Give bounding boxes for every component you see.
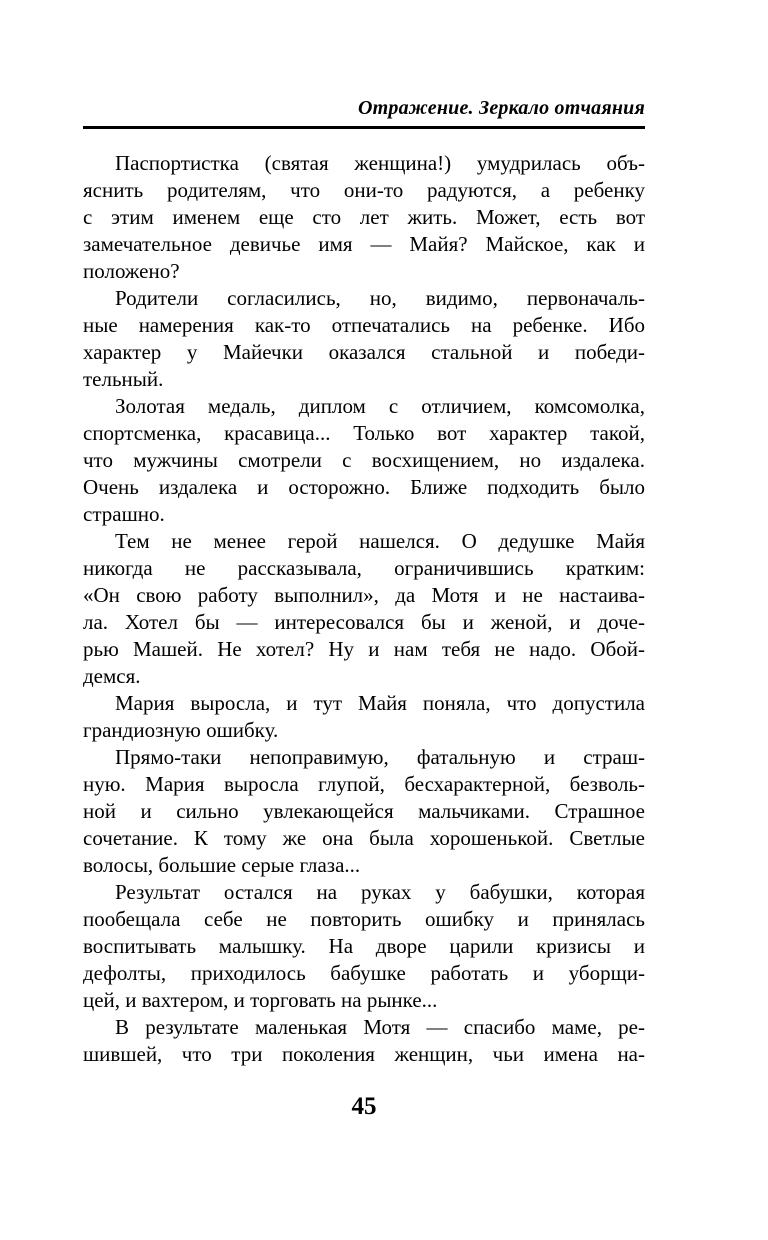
paragraph [83,690,645,744]
text-line: шившей, что три поколения женщин, чьи имена на- [83,1042,645,1066]
running-header: Отражение. Зеркало отчаяния [357,97,645,119]
text-line: Родители согласились, но, видимо, первоначаль- [115,286,645,310]
text-line: Паспортистка (святая женщина!) умудрилась объ- [115,151,645,175]
text-line: Тем не менее герой нашелся. О дедушке Майя [115,529,645,553]
text-line: страшно. [83,502,165,526]
paragraph [83,879,645,1014]
text-line: тельный. [83,367,164,391]
text-line: ной и сильно увлекающейся мальчиками. Страшное [83,799,645,823]
text-line: грандиозную ошибку. [83,718,279,742]
text-line: никогда не рассказывала, ограничившись кратким: [83,556,645,580]
text-line: Результат остался на руках у бабушки, которая [115,880,645,904]
text-line: спортсменка, красавица... Только вот характер такой, [83,421,645,445]
page-number: 45 [351,1093,377,1120]
text-line: характер у Майечки оказался стальной и победи- [83,340,645,364]
paragraph [83,393,645,528]
text-line: Мария выросла, и тут Майя поняла, что допустила [115,691,645,715]
text-line: цей, и вахтером, и торговать на рынке... [83,988,438,1012]
text-line: замечательное девичье имя — Майя? Майское, как и [83,232,645,256]
paragraph [83,1014,645,1068]
text-line: Прямо-таки непоправимую, фатальную и страш- [115,745,645,769]
text-line: воспитывать малышку. На дворе царили кризисы и [83,934,645,958]
text-line: ные намерения как-то отпечатались на ребенке. Ибо [83,313,645,337]
text-line: яснить родителям, что они-то радуются, а ребенку [83,178,645,202]
text-line: волосы, большие серые глаза... [83,853,361,877]
text-line: пообещала себе не повторить ошибку и принялась [83,907,645,931]
paragraph [83,744,645,879]
text-line: ную. Мария выросла глупой, бесхарактерной, безволь- [83,772,645,796]
page-body-text [83,150,645,1068]
text-line: «Он свою работу выполнил», да Мотя и не настаива- [83,583,645,607]
text-line: Очень издалека и осторожно. Ближе подходить было [83,475,645,499]
text-line: ла. Хотел бы — интересовался бы и женой, и доче- [83,610,645,634]
paragraph [83,150,645,285]
text-line: демся. [83,664,141,688]
paragraph [83,528,645,690]
text-line: положено? [83,259,180,283]
text-line: с этим именем еще сто лет жить. Может, есть вот [83,205,645,229]
text-line: дефолты, приходилось бабушке работать и уборщи- [83,961,645,985]
paragraph [83,285,645,393]
header-rule [83,126,645,129]
text-line: рью Машей. Не хотел? Ну и нам тебя не надо. Обой- [83,637,645,661]
text-line: Золотая медаль, диплом с отличием, комсомолка, [115,394,645,418]
text-line: В результате маленькая Мотя — спасибо маме, ре- [115,1015,645,1039]
text-line: что мужчины смотрели с восхищением, но издалека. [83,448,645,472]
text-line: сочетание. К тому же она была хорошенькой. Светлые [83,826,645,850]
